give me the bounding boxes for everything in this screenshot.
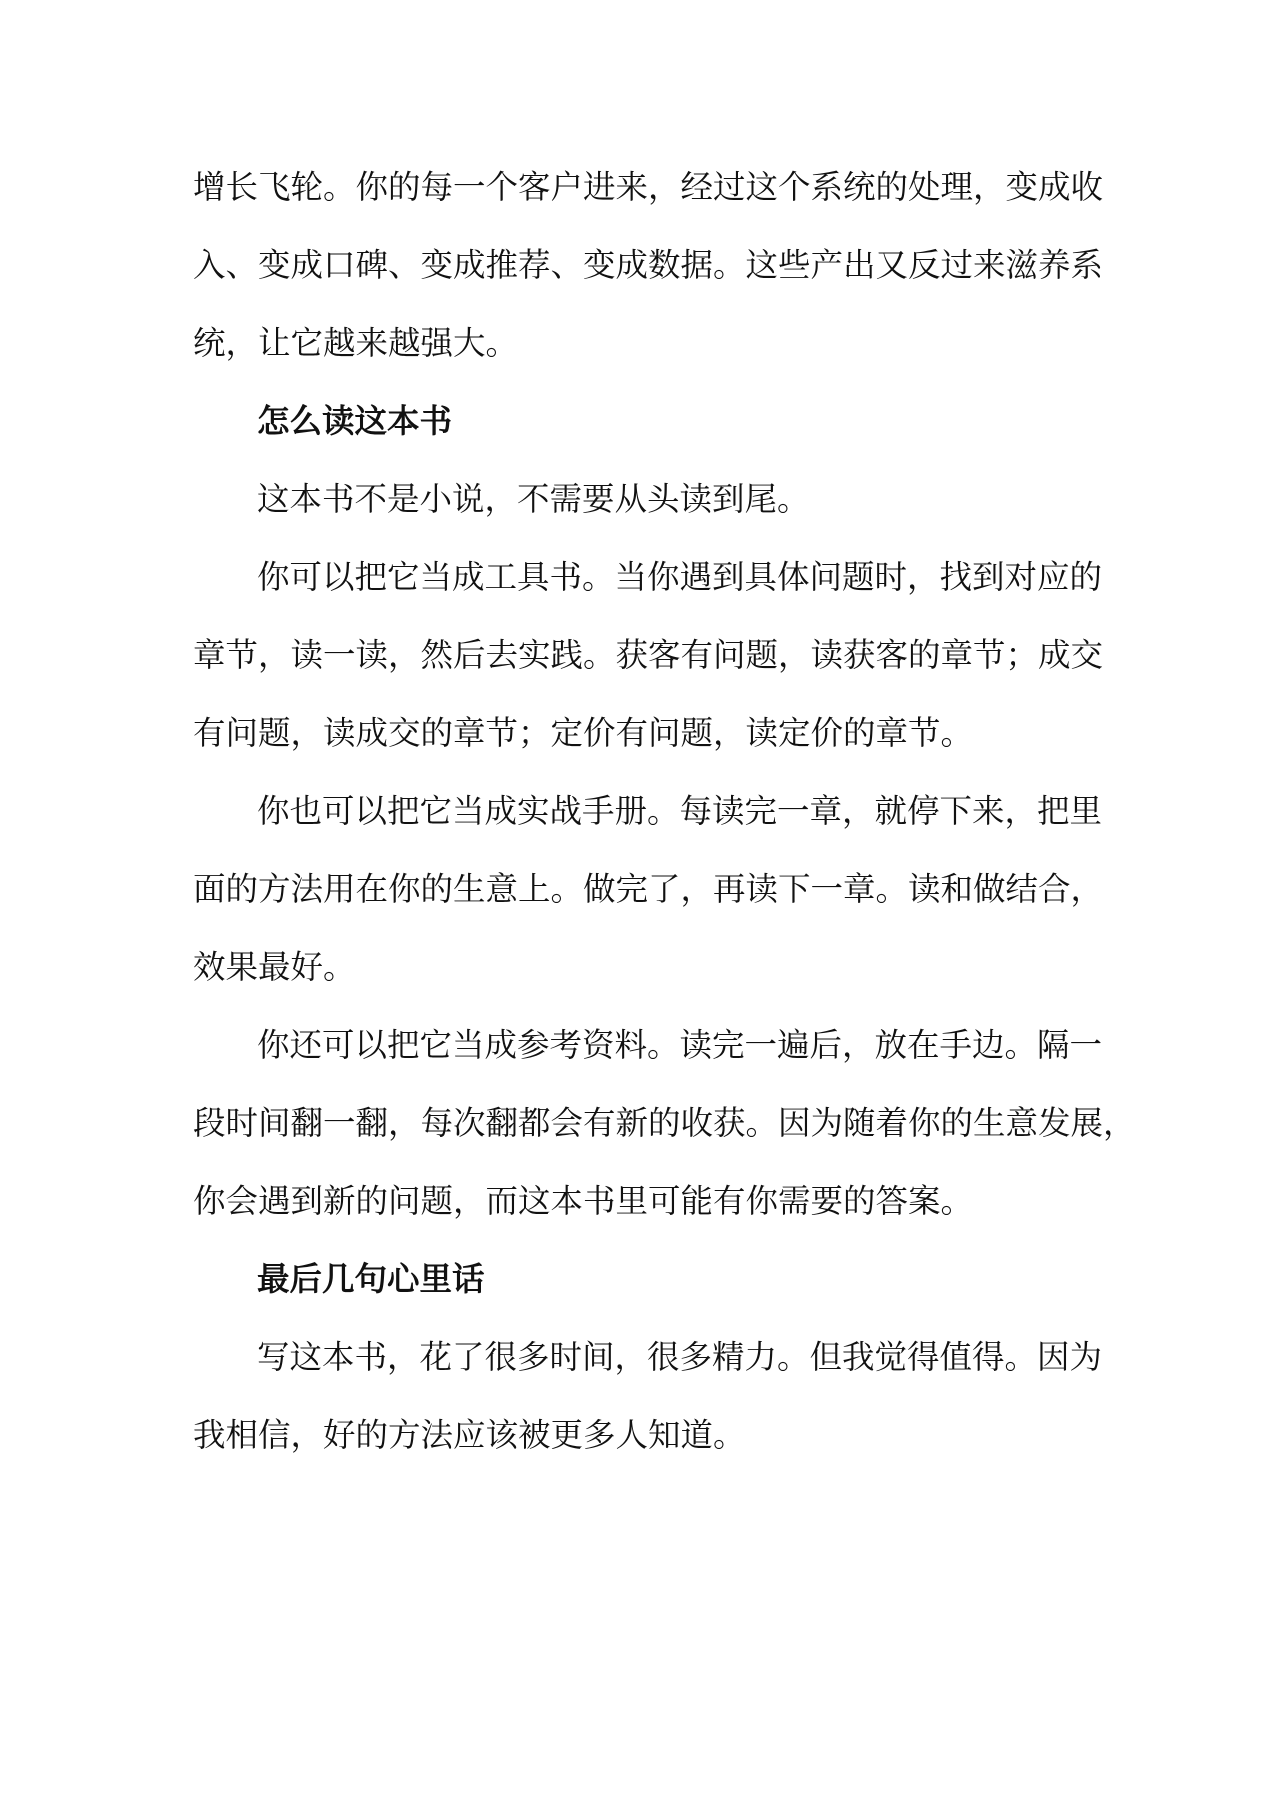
paragraph-line: 你还可以把它当成参考资料。读完一遍后，放在手边。隔一 bbox=[257, 1026, 1103, 1064]
paragraph-line: 写这本书，花了很多时间，很多精力。但我觉得值得。因为 bbox=[257, 1338, 1103, 1376]
paragraph-line: 统，让它越来越强大。 bbox=[193, 324, 519, 362]
section-heading: 怎么读这本书 bbox=[257, 401, 453, 440]
paragraph-line: 面的方法用在你的生意上。做完了，再读下一章。读和做结合， bbox=[193, 870, 1104, 908]
paragraph-line: 这本书不是小说，不需要从头读到尾。 bbox=[257, 480, 810, 518]
paragraph-line: 增长飞轮。你的每一个客户进来，经过这个系统的处理，变成收 bbox=[193, 168, 1104, 206]
paragraph-line: 你也可以把它当成实战手册。每读完一章，就停下来，把里 bbox=[257, 792, 1103, 830]
paragraph-line: 效果最好。 bbox=[193, 948, 356, 986]
paragraph-line: 你可以把它当成工具书。当你遇到具体问题时，找到对应的 bbox=[257, 558, 1103, 596]
paragraph-line: 章节，读一读，然后去实践。获客有问题，读获客的章节；成交 bbox=[193, 636, 1104, 674]
section-heading: 最后几句心里话 bbox=[257, 1259, 485, 1298]
paragraph-line: 我相信，好的方法应该被更多人知道。 bbox=[193, 1416, 746, 1454]
paragraph-line: 有问题，读成交的章节；定价有问题，读定价的章节。 bbox=[193, 714, 974, 752]
paragraph-line: 入、变成口碑、变成推荐、变成数据。这些产出又反过来滋养系 bbox=[193, 246, 1104, 284]
paragraph-line: 段时间翻一翻，每次翻都会有新的收获。因为随着你的生意发展， bbox=[193, 1104, 1136, 1142]
paragraph-line: 你会遇到新的问题，而这本书里可能有你需要的答案。 bbox=[193, 1182, 974, 1220]
